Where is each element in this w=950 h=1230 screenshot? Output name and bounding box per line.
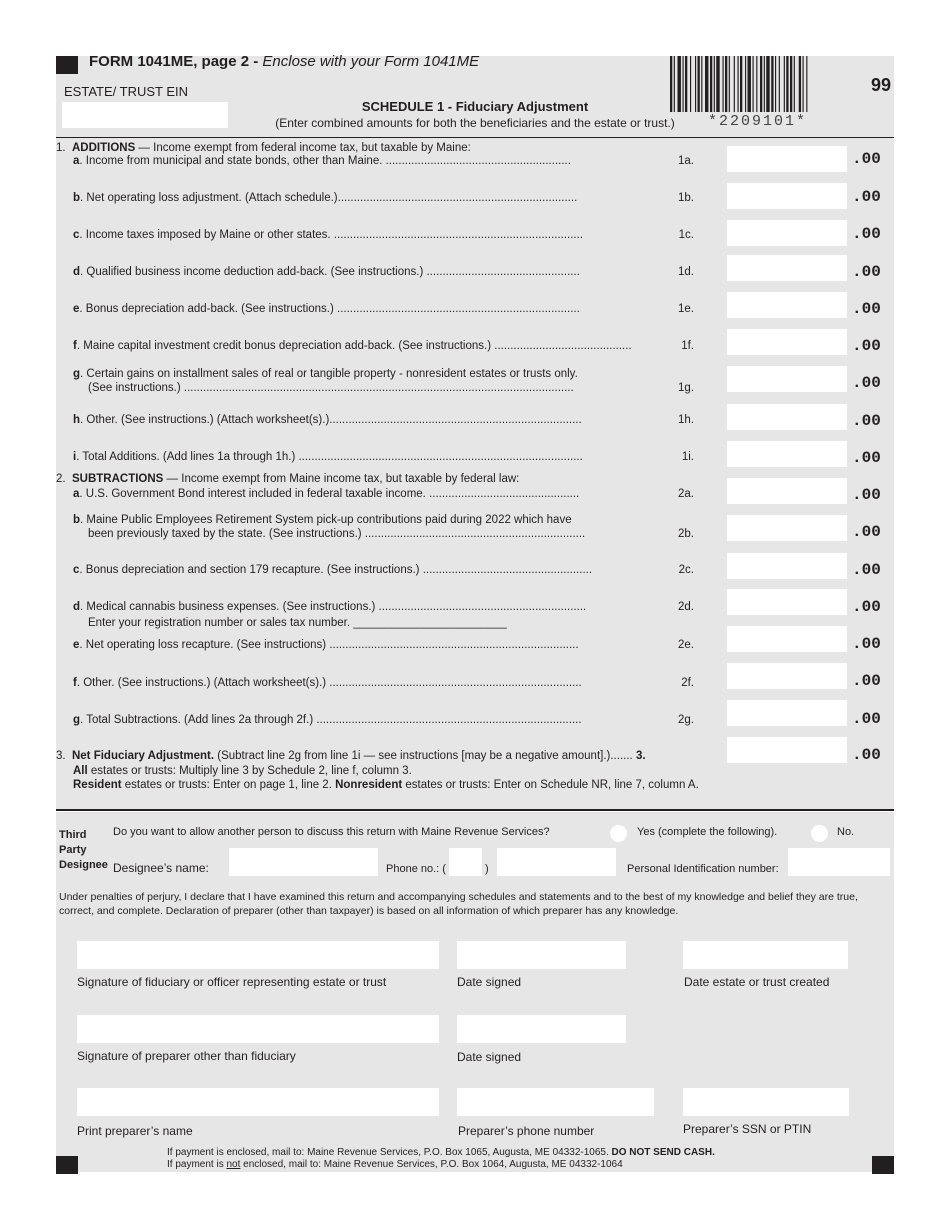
date-signed-label-1: Date signed: [457, 975, 522, 989]
date-signed-label-2: Date signed: [457, 1050, 522, 1064]
schedule-subtitle: (Enter combined amounts for both the beneficiaries and the estate or trust.): [275, 116, 675, 130]
line-description: [73, 639, 669, 651]
line-letter: b: [73, 514, 81, 526]
line-description: [73, 514, 669, 526]
line-3-amount-input[interactable]: [727, 737, 847, 763]
line-number-label: 2a.: [678, 488, 694, 500]
line-3-note-all: All estates or trusts: Multiply line 3 by Schedule 2, line f, column 3.: [73, 765, 412, 777]
line-text: . Bonus depreciation and section 179 recapture. (See instructions.) .....................................................: [79, 564, 593, 576]
line-cents: .00: [852, 263, 881, 281]
line-3-note-resident: Resident estates or trusts: Enter on page 1, line 2. Nonresident estates or trusts: Enter on Schedule NR, line 7, column A.: [73, 779, 699, 791]
line-number-label: 1f.: [681, 340, 694, 352]
line-number-label: 1e.: [678, 303, 694, 315]
line-text: . Net operating loss recapture. (See instructions) ..............................................................................: [79, 639, 579, 651]
preparer-name-label: Print preparer’s name: [77, 1124, 193, 1138]
line-amount-input[interactable]: [727, 146, 847, 172]
line-text: . Income taxes imposed by Maine or other states. ..............................................................................: [79, 229, 584, 241]
line-amount-input[interactable]: [727, 515, 847, 541]
line-letter: f: [73, 340, 77, 352]
designee-label: Third Party Designee: [59, 829, 108, 871]
line-letter: c: [73, 564, 80, 576]
registration-mark-bottom-left: [56, 1156, 78, 1174]
preparer-signature-input[interactable]: [77, 1015, 439, 1043]
subtractions-heading: 2. SUBTRACTIONS — Income exempt from Maine income tax, but taxable by federal law:: [56, 473, 520, 485]
preparer-phone-input[interactable]: [457, 1088, 654, 1116]
phone-number-input[interactable]: [497, 848, 616, 876]
line-amount-input[interactable]: [727, 478, 847, 504]
line-letter: d: [73, 601, 81, 613]
line-cents: .00: [852, 561, 881, 579]
line-3-cents: .00: [852, 746, 881, 764]
line-number-label: 1h.: [678, 414, 694, 426]
line-description: [73, 414, 669, 426]
phone-label: Phone no.: (: [386, 863, 446, 875]
line-letter: g: [73, 368, 81, 380]
line-text: . Net operating loss adjustment. (Attach schedule.)...........................................................................: [80, 192, 578, 204]
form-title: FORM 1041ME, page 2 - Enclose with your Form 1041ME: [89, 53, 480, 70]
line-number-label: 1c.: [678, 229, 694, 241]
line-text: . U.S. Government Bond interest included in federal taxable income. ...............................................: [79, 488, 580, 500]
line-description: [73, 229, 669, 241]
line-text: . Total Additions. (Add lines 1a through 1h.) .........................................................................................: [76, 451, 583, 463]
line-text: . Total Subtractions. (Add lines 2a through 2f.) ...................................................................................: [80, 714, 582, 726]
section-divider: [56, 809, 894, 811]
line-cents: .00: [852, 337, 881, 355]
line-amount-input[interactable]: [727, 626, 847, 652]
line-letter: a: [73, 155, 80, 167]
line-letter: h: [73, 414, 81, 426]
line-description: [73, 714, 669, 726]
designee-question: Do you want to allow another person to discuss this return with Maine Revenue Services?: [113, 826, 550, 838]
line-number-label: 2b.: [678, 528, 694, 540]
line-text: . Qualified business income deduction add-back. (See instructions.) ................................................: [80, 266, 580, 278]
line-amount-input[interactable]: [727, 589, 847, 615]
line-letter: c: [73, 229, 80, 241]
line-3-text: 3. Net Fiduciary Adjustment. (Subtract line 2g from line 1i — see instructions [may be a negative amount].)....... 3.: [56, 750, 646, 762]
line-cents: .00: [852, 672, 881, 690]
mail-instructions-unpaid: If payment is not enclosed, mail to: Maine Revenue Services, P.O. Box 1064, Augusta, ME 04332-1064: [167, 1159, 623, 1170]
page-code: 99: [871, 75, 892, 95]
designee-no-radio[interactable]: [811, 825, 828, 842]
line-description: [73, 677, 669, 689]
line-amount-input[interactable]: [727, 220, 847, 246]
schedule-title: SCHEDULE 1 - Fiduciary Adjustment: [361, 99, 589, 114]
line-text: . Other. (See instructions.) (Attach worksheet(s).)...............................................................................: [80, 414, 582, 426]
line-cents: .00: [852, 225, 881, 243]
line-amount-input[interactable]: [727, 292, 847, 318]
line-amount-input[interactable]: [727, 329, 847, 355]
line-description: [73, 155, 669, 167]
line-description: [73, 601, 669, 613]
additions-heading: 1. ADDITIONS — Income exempt from federal income tax, but taxable by Maine:: [56, 142, 471, 154]
line-letter: i: [73, 451, 77, 463]
line-description: [73, 488, 669, 500]
line-cents: .00: [852, 412, 881, 430]
line-letter: a: [73, 488, 80, 500]
line-amount-input[interactable]: [727, 404, 847, 430]
line-amount-input[interactable]: [727, 183, 847, 209]
ein-label: ESTATE/ TRUST EIN: [64, 84, 189, 99]
line-letter: d: [73, 266, 81, 278]
line-amount-input[interactable]: [727, 663, 847, 689]
line-number-label: 1g.: [678, 382, 694, 394]
line-text: . Maine Public Employees Retirement System pick-up contributions paid during 2022 which have: [80, 514, 572, 526]
line-text: . Certain gains on installment sales of real or tangible property - nonresident estates or trusts only.: [80, 368, 578, 380]
preparer-signature-label: Signature of preparer other than fiduciary: [77, 1049, 296, 1063]
line-cents: .00: [852, 449, 881, 467]
designee-name-input[interactable]: [229, 848, 378, 876]
phone-area-code-input[interactable]: [449, 848, 482, 876]
pin-input[interactable]: [788, 848, 890, 876]
line-description-continued: Enter your registration number or sales tax number. ________________________: [88, 617, 507, 629]
line-cents: .00: [852, 635, 881, 653]
preparer-ssn-label: Preparer’s SSN or PTIN: [683, 1122, 812, 1136]
line-description: [73, 266, 669, 278]
line-text: . Maine capital investment credit bonus depreciation add-back. (See instructions.) ...........................................: [76, 340, 632, 352]
date-created-input[interactable]: [683, 941, 848, 969]
ein-input[interactable]: [62, 102, 228, 128]
line-description: [73, 451, 669, 463]
line-description-continued: (See instructions.) ..........................................................................................................................: [88, 382, 574, 394]
line-cents: .00: [852, 150, 881, 168]
designee-name-label: Designee’s name:: [113, 861, 209, 875]
line-description: [73, 340, 669, 352]
line-description: [73, 564, 669, 576]
barcode-text: *2209101*: [708, 113, 808, 130]
line-text: . Other. (See instructions.) (Attach worksheet(s).) ...............................................................................: [76, 677, 582, 689]
line-number-label: 2f.: [681, 677, 694, 689]
date-signed-input-1[interactable]: [457, 941, 626, 969]
line-letter: e: [73, 303, 80, 315]
line-number-label: 1i.: [681, 451, 694, 463]
line-number-label: 1d.: [678, 266, 694, 278]
header-divider: [56, 137, 894, 138]
line-description: [73, 192, 669, 204]
date-signed-input-2[interactable]: [457, 1015, 626, 1043]
line-text: . Bonus depreciation add-back. (See instructions.) ............................................................................: [79, 303, 580, 315]
line-cents: .00: [852, 598, 881, 616]
preparer-phone-label: Preparer’s phone number: [458, 1124, 595, 1138]
line-amount-input[interactable]: [727, 255, 847, 281]
line-number-label: 2e.: [678, 639, 694, 651]
registration-mark-bottom-right: [872, 1156, 894, 1174]
line-amount-input[interactable]: [727, 366, 847, 392]
fiduciary-signature-input[interactable]: [77, 941, 439, 969]
line-cents: .00: [852, 188, 881, 206]
line-description: [73, 303, 669, 315]
line-cents: .00: [852, 374, 881, 392]
line-cents: .00: [852, 486, 881, 504]
line-amount-input[interactable]: [727, 553, 847, 579]
designee-yes-radio[interactable]: [610, 825, 627, 842]
designee-no-label: No.: [837, 826, 855, 838]
registration-mark-top-left: [56, 56, 78, 74]
line-text: . Income from municipal and state bonds, other than Maine. ..........................................................: [79, 155, 571, 167]
line-cents: .00: [852, 523, 881, 541]
line-number-label: 2g.: [678, 714, 694, 726]
perjury-statement: Under penalties of perjury, I declare that I have examined this return and accompanying schedules and statements and to the best of my knowledge and belief they are true, correct, and complete. Declaration of preparer (other than taxpayer) is based on all information of which preparer has any knowledge.: [59, 891, 858, 917]
line-number-label: 2c.: [678, 564, 694, 576]
line-cents: .00: [852, 300, 881, 318]
barcode: [670, 56, 852, 112]
line-letter: g: [73, 714, 81, 726]
line-amount-input[interactable]: [727, 441, 847, 467]
line-number-label: 2d.: [678, 601, 694, 613]
line-description: [73, 368, 669, 380]
pin-label: Personal Identification number:: [627, 863, 779, 875]
preparer-name-input[interactable]: [77, 1088, 439, 1116]
line-cents: .00: [852, 710, 881, 728]
phone-paren-close: ): [485, 863, 489, 875]
line-description-continued: been previously taxed by the state. (See instructions.) .....................................................................: [88, 528, 586, 540]
designee-yes-label: Yes (complete the following).: [637, 826, 778, 838]
line-number-label: 1a.: [678, 155, 694, 167]
line-letter: e: [73, 639, 80, 651]
mail-instructions-paid: If payment is enclosed, mail to: Maine Revenue Services, P.O. Box 1065, Augusta, ME 04332-1065. DO NOT SEND CASH.: [167, 1147, 715, 1158]
fiduciary-signature-label: Signature of fiduciary or officer representing estate or trust: [77, 975, 387, 989]
line-letter: f: [73, 677, 77, 689]
line-number-label: 1b.: [678, 192, 694, 204]
preparer-ssn-input[interactable]: [683, 1088, 849, 1116]
line-text: . Medical cannabis business expenses. (See instructions.) .................................................................: [80, 601, 587, 613]
line-letter: b: [73, 192, 81, 204]
date-created-label: Date estate or trust created: [684, 975, 830, 989]
line-amount-input[interactable]: [727, 700, 847, 726]
